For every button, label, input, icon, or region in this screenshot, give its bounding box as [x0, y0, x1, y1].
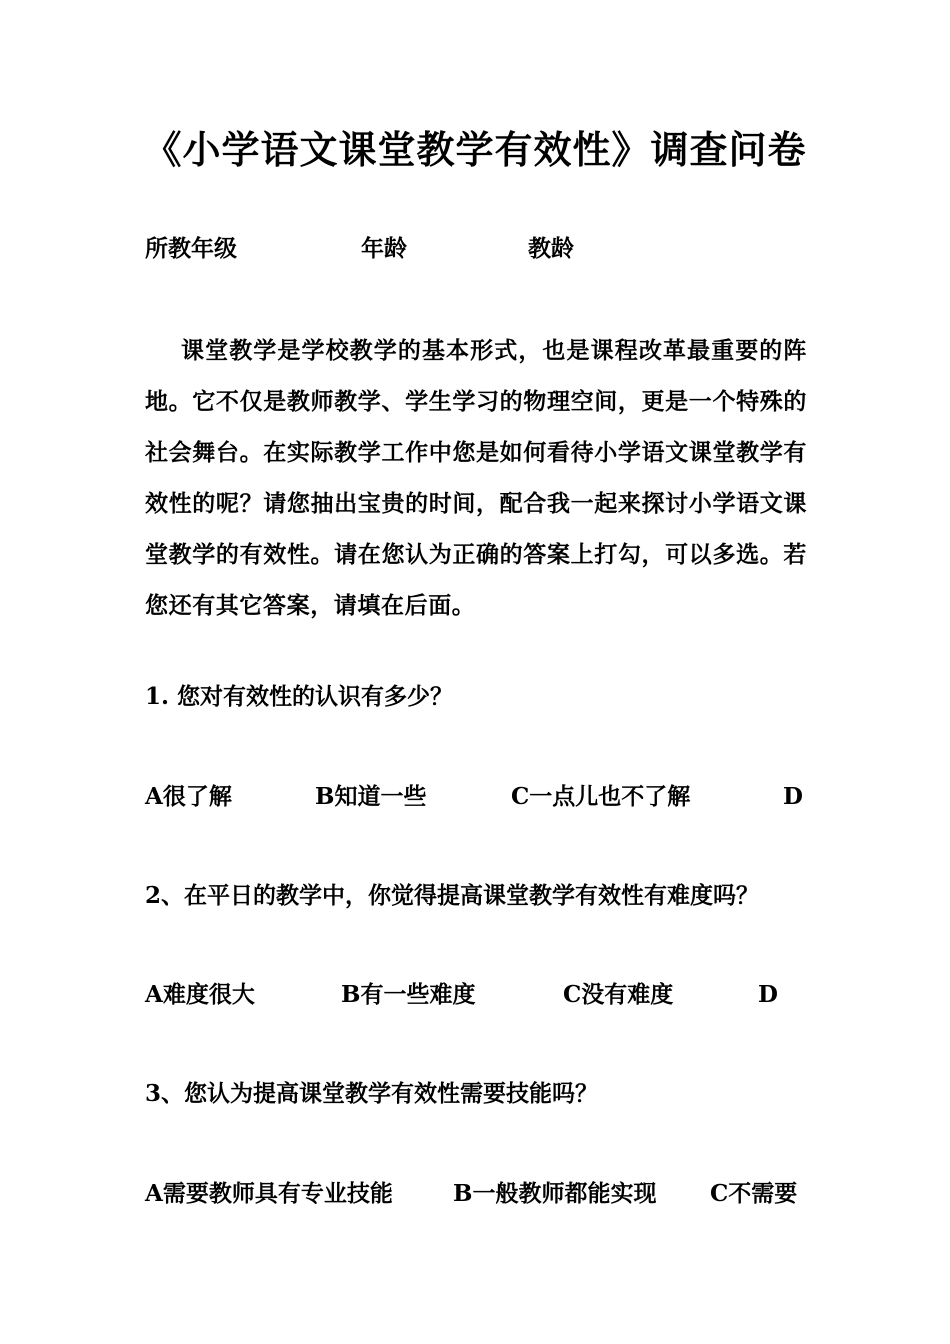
document-title: 《小学语文课堂教学有效性》调查问卷 [143, 127, 807, 172]
question-2-options [145, 975, 807, 1015]
q2-option-a: A难度很大 [145, 981, 255, 1008]
q3-option-c: C不需要 [710, 1180, 798, 1207]
intro-section [145, 325, 807, 631]
q3-option-a: A需要教师具有专业技能 [145, 1180, 393, 1207]
teacher-info-row [145, 229, 805, 269]
q1-option-d: D [783, 783, 803, 810]
q2-option-d: D [758, 981, 778, 1008]
question-1: 1. 您对有效性的认识有多少？ [145, 683, 454, 710]
q1-option-a: A很了解 [145, 783, 232, 810]
intro-paragraph: 课堂教学是学校教学的基本形式，也是课程改革最重要的阵地。它不仅是教师教学、学生学习的物理空间，更是一个特殊的社会舞台。在实际教学工作中您是如何看待小学语文课堂教学有效性的呢？请您抽出宝贵的时间，配合我一起来探讨小学语文课堂教学的有效性。请在您认为正确的答案上打勾，可以多选。若您还有其它答案，请填在后面。 [145, 337, 807, 619]
question-3: 3、您认为提高课堂教学有效性需要技能吗？ [145, 1080, 599, 1107]
question-3-options [145, 1174, 807, 1214]
q2-option-b: B有一些难度 [341, 981, 476, 1008]
q1-option-b: B知道一些 [315, 783, 427, 810]
q2-option-c: C没有难度 [563, 981, 674, 1008]
q3-option-b: B一般教师都能实现 [453, 1180, 657, 1207]
question-2: 2、在平日的教学中，你觉得提高课堂教学有效性有难度吗？ [145, 882, 760, 909]
question-1-options [145, 777, 807, 817]
q1-option-c: C一点儿也不了解 [511, 783, 691, 810]
grade-label: 所教年级 [145, 235, 237, 262]
age-label: 年龄 [361, 235, 407, 262]
teaching-years-label: 教龄 [528, 235, 574, 262]
